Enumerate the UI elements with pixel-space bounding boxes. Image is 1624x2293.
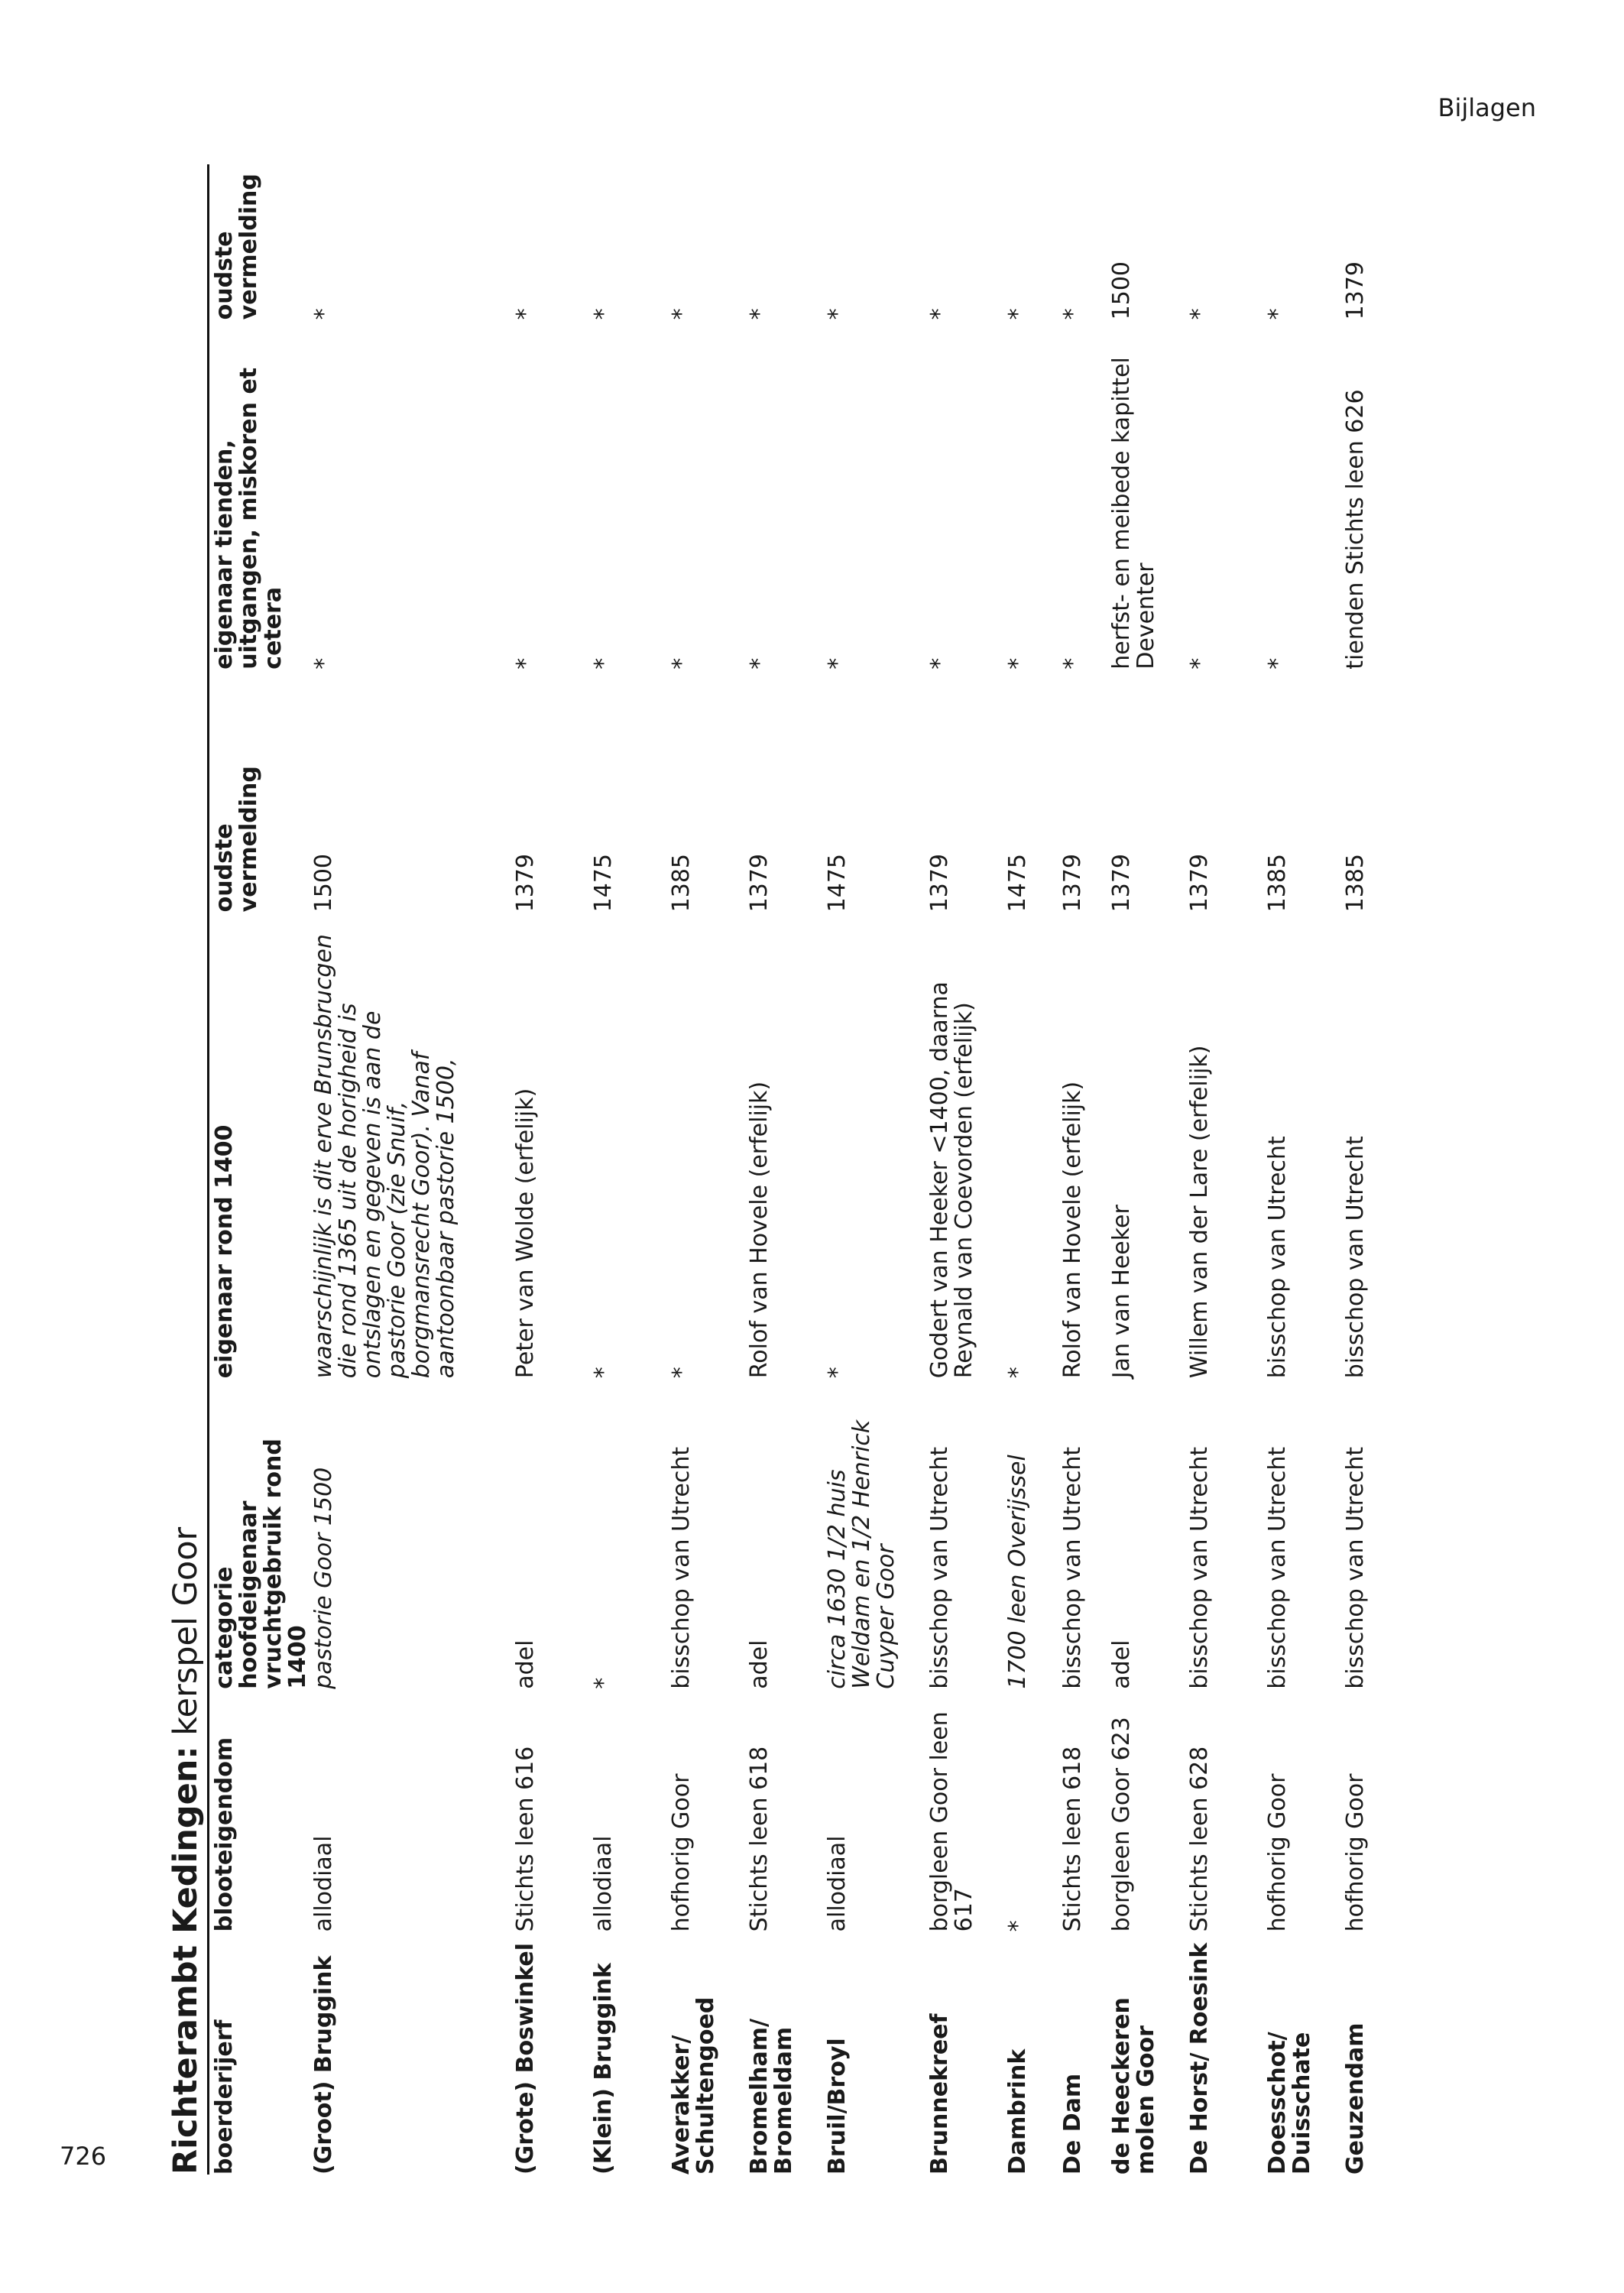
cell-earliest-mention-2: * [1264,308,1291,320]
cell-owner-1400: Jan van Heeker [1108,1205,1135,1379]
cell-owner-1400: waarschijnlijk is dit erve Brunsbrucgen die rond 1365 uit de horigheid is ontslagen en gegeven is aan de pastorie Goor (zie Snuif, borgmansrecht Goor). Vanaf aantoonbaar pastorie 1500, [310,934,459,1379]
cell-earliest-mention: 1475 [824,853,851,913]
cell-tithe-owner: * [590,657,617,670]
cell-bare-ownership: Stichts leen 628 [1186,1746,1213,1932]
cell-farm: (Klein) Bruggink [590,1963,617,2175]
cell-earliest-mention: 1385 [1342,853,1369,913]
header-earliest-mention: oudste vermelding [211,766,262,913]
header-earliest-mention-2: oudste vermelding [211,174,262,320]
cell-earliest-mention-2: * [746,308,773,320]
cell-earliest-mention: 1475 [590,853,617,913]
cell-farm: Averakker/ Schultengoed [668,1996,719,2175]
cell-earliest-mention-2: * [310,308,337,320]
cell-earliest-mention: 1379 [1108,853,1135,913]
cell-category: bisschop van Utrecht [1342,1446,1369,1689]
cell-farm: De Horst/ Roesink [1186,1942,1213,2175]
cell-earliest-mention: 1379 [746,853,773,913]
header-category-usufruct: categorie hoofdeigenaar vruchtgebruik rond 1400 [211,1438,311,1689]
cell-earliest-mention-2: * [1004,308,1031,320]
table-row [824,164,926,2175]
cell-tithe-owner: * [1004,657,1031,670]
cell-earliest-mention-2: * [512,308,539,320]
cell-earliest-mention-2: * [926,308,953,320]
cell-bare-ownership: allodiaal [590,1835,617,1932]
header-row [209,164,310,2175]
cell-category: adel [1108,1639,1135,1689]
table-row [1059,164,1108,2175]
cell-earliest-mention-2: 1500 [1108,261,1135,320]
cell-earliest-mention: 1475 [1004,853,1031,913]
cell-category: 1700 leen Overijssel [1004,1455,1031,1689]
cell-earliest-mention-2: * [590,308,617,320]
cell-bare-ownership: hofhorig Goor [1264,1773,1291,1932]
cell-tithe-owner: * [512,657,539,670]
cell-farm: Geuzendam [1342,2022,1369,2175]
cell-tithe-owner: * [668,657,695,670]
cell-farm: Dambrink [1004,2048,1031,2175]
table-row [310,164,512,2175]
cell-farm: (Groot) Bruggink [310,1955,337,2175]
table-row [590,164,668,2175]
cell-bare-ownership: allodiaal [824,1835,851,1932]
table-row [1186,164,1264,2175]
cell-category: bisschop van Utrecht [1264,1446,1291,1689]
cell-bare-ownership: Stichts leen 618 [746,1746,773,1932]
table-title-rest: kerspel Goor [167,1526,205,1747]
cell-earliest-mention: 1385 [668,853,695,913]
cell-owner-1400: Rolof van Hovele (erfelijk) [1059,1081,1086,1379]
cell-owner-1400: * [824,1367,851,1379]
cell-earliest-mention-2: * [824,308,851,320]
cell-category: circa 1630 1/2 huis Weldam en 1/2 Henrick Cuyper Goor [824,1419,900,1689]
cell-bare-ownership: borgleen Goor leen 617 [926,1711,977,1932]
cell-category: adel [746,1639,773,1689]
cell-bare-ownership: hofhorig Goor [668,1773,695,1932]
cell-category: * [590,1677,617,1689]
cell-earliest-mention-2: 1379 [1342,261,1369,320]
header-tithe-owner: eigenaar tienden, uitgangen, miskoren et cetera [211,367,287,670]
cell-earliest-mention-2: * [1059,308,1086,320]
cell-earliest-mention: 1379 [926,853,953,913]
cell-farm: Doesschot/ Duisschate [1264,2032,1315,2175]
cell-farm: Brunnekreef [926,2013,953,2175]
cell-tithe-owner: * [1059,657,1086,670]
cell-farm: Bruil/Broyl [824,2038,851,2175]
cell-owner-1400: * [668,1367,695,1379]
header-bare-ownership: blooteigendom [211,1737,238,1932]
cell-category: bisschop van Utrecht [1186,1446,1213,1689]
table-title [164,164,207,2175]
cell-owner-1400: * [590,1367,617,1379]
table-row [1264,164,1342,2175]
cell-category: pastorie Goor 1500 [310,1467,337,1689]
data-table [209,164,1420,2175]
cell-tithe-owner: * [1264,657,1291,670]
cell-earliest-mention: 1385 [1264,853,1291,913]
table-row [668,164,746,2175]
cell-owner-1400: Willem van der Lare (erfelijk) [1186,1045,1213,1379]
cell-category: bisschop van Utrecht [1059,1446,1086,1689]
cell-earliest-mention-2: * [1186,308,1213,320]
header-farm: boerderijerf [211,2019,238,2175]
cell-owner-1400: Godert van Heeker <1400, daarna Reynald van Coevorden (erfelijk) [926,981,977,1379]
table-row [1004,164,1059,2175]
cell-farm: Bromelham/ Bromeldam [746,2019,797,2175]
cell-bare-ownership: hofhorig Goor [1342,1773,1369,1932]
cell-category: bisschop van Utrecht [926,1446,953,1689]
cell-tithe-owner: herfst- en meibede kapittel Deventer [1108,357,1159,670]
cell-tithe-owner: tienden Stichts leen 626 [1342,389,1369,670]
cell-tithe-owner: * [926,657,953,670]
cell-bare-ownership: Stichts leen 618 [1059,1746,1086,1932]
cell-earliest-mention: 1500 [310,853,337,913]
cell-earliest-mention: 1379 [1059,853,1086,913]
cell-owner-1400: * [1004,1367,1031,1379]
cell-bare-ownership: borgleen Goor 623 [1108,1717,1135,1932]
section-title: Bijlagen [1438,93,1536,122]
header-owner-1400: eigenaar rond 1400 [211,1124,238,1379]
cell-owner-1400: Rolof van Hovele (erfelijk) [746,1081,773,1379]
cell-category: bisschop van Utrecht [668,1446,695,1689]
cell-category: adel [512,1639,539,1689]
rotated-table-block [164,164,1464,2175]
cell-farm: De Dam [1059,2073,1086,2175]
cell-owner-1400: bisschop van Utrecht [1342,1136,1369,1379]
cell-bare-ownership: * [1004,1920,1031,1932]
cell-bare-ownership: allodiaal [310,1835,337,1932]
page-number: 726 [60,2142,107,2171]
table-body [310,164,1420,2175]
cell-tithe-owner: * [824,657,851,670]
cell-bare-ownership: Stichts leen 616 [512,1746,539,1932]
cell-earliest-mention: 1379 [1186,853,1213,913]
cell-tithe-owner: * [310,657,337,670]
table-row [512,164,590,2175]
table-row [746,164,824,2175]
cell-tithe-owner: * [746,657,773,670]
cell-earliest-mention-2: * [668,308,695,320]
cell-owner-1400: Peter van Wolde (erfelijk) [512,1088,539,1379]
cell-owner-1400: bisschop van Utrecht [1264,1136,1291,1379]
table-row [1108,164,1186,2175]
table-title-bold: Richterambt Kedingen: [167,1746,205,2175]
table-row [926,164,1004,2175]
cell-earliest-mention: 1379 [512,853,539,913]
cell-farm: de Heeckeren molen Goor [1108,1997,1159,2175]
cell-farm: (Grote) Boswinkel [512,1942,539,2175]
cell-tithe-owner: * [1186,657,1213,670]
table-row [1342,164,1420,2175]
